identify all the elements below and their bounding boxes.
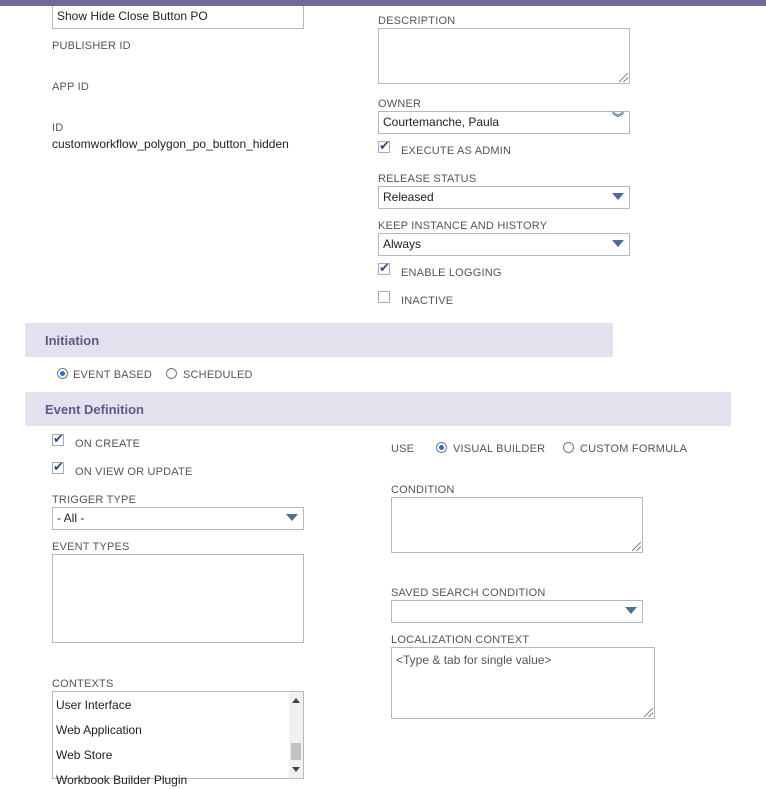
double-chevron-down-icon[interactable]: ︾ — [611, 111, 624, 125]
app-id-label: APP ID — [52, 81, 90, 93]
contexts-listbox[interactable] — [52, 691, 304, 787]
contexts-scrollbar[interactable] — [289, 692, 303, 778]
scheduled-label: SCHEDULED — [183, 369, 253, 381]
scheduled-radio[interactable] — [166, 368, 177, 379]
owner-value: Courtemanche, Paula — [383, 115, 500, 129]
keep-instance-select[interactable] — [378, 233, 630, 256]
inactive-label: INACTIVE — [401, 295, 454, 307]
scrollbar-thumb[interactable] — [291, 743, 301, 760]
on-view-update-label: ON VIEW OR UPDATE — [75, 466, 193, 478]
event-based-label: EVENT BASED — [73, 369, 153, 381]
execute-as-admin-label: EXECUTE AS ADMIN — [401, 145, 512, 157]
custom-formula-radio[interactable] — [563, 442, 574, 453]
release-status-value: Released — [383, 190, 434, 204]
on-create-label: ON CREATE — [75, 438, 141, 450]
dropdown-arrow-icon[interactable] — [625, 607, 637, 614]
resize-grip-icon[interactable] — [619, 73, 628, 82]
inactive-checkbox[interactable] — [378, 291, 390, 303]
dropdown-arrow-icon[interactable] — [612, 240, 624, 247]
resize-grip-icon[interactable] — [644, 708, 653, 717]
owner-select[interactable] — [378, 111, 630, 134]
release-status-label: RELEASE STATUS — [378, 173, 477, 185]
resize-grip-icon[interactable] — [632, 542, 641, 551]
enable-logging-label: ENABLE LOGGING — [401, 267, 502, 279]
on-create-checkbox[interactable] — [52, 434, 64, 446]
keep-instance-value: Always — [383, 237, 422, 251]
on-view-update-checkbox[interactable] — [52, 462, 64, 474]
localization-context-label: LOCALIZATION CONTEXT — [391, 634, 530, 646]
list-item[interactable]: Workbook Builder Plugin — [56, 773, 188, 787]
keep-instance-label: KEEP INSTANCE AND HISTORY — [378, 220, 548, 232]
event-definition-title: Event Definition — [45, 402, 144, 417]
trigger-type-label: TRIGGER TYPE — [52, 494, 137, 506]
localization-context-placeholder: <Type & tab for single value> — [396, 653, 552, 667]
condition-label: CONDITION — [391, 484, 455, 496]
dropdown-arrow-icon[interactable] — [612, 193, 624, 200]
release-status-select[interactable] — [378, 186, 630, 209]
condition-textarea[interactable] — [391, 497, 643, 553]
name-input[interactable] — [52, 6, 304, 29]
scroll-up-icon[interactable] — [292, 698, 300, 703]
list-item[interactable]: User Interface — [56, 698, 132, 712]
list-item[interactable]: Web Application — [56, 723, 142, 737]
saved-search-condition-select[interactable] — [391, 600, 643, 623]
event-types-label: EVENT TYPES — [52, 541, 130, 553]
visual-builder-label: VISUAL BUILDER — [453, 443, 546, 455]
list-item[interactable]: Web Store — [56, 748, 113, 762]
name-input-value: Show Hide Close Button PO — [57, 9, 208, 23]
description-label: DESCRIPTION — [378, 15, 456, 27]
owner-label: OWNER — [378, 98, 422, 110]
execute-as-admin-checkbox[interactable] — [378, 141, 390, 153]
trigger-type-select[interactable] — [52, 507, 304, 530]
event-based-radio[interactable] — [57, 368, 68, 379]
visual-builder-radio[interactable] — [436, 442, 447, 453]
id-value: customworkflow_polygon_po_button_hidden — [52, 137, 289, 151]
enable-logging-checkbox[interactable] — [378, 263, 390, 275]
initiation-section-header[interactable] — [25, 323, 613, 357]
trigger-type-value: - All - — [57, 511, 85, 525]
id-label: ID — [52, 122, 64, 134]
localization-context-textarea[interactable] — [391, 647, 655, 719]
description-textarea[interactable] — [378, 28, 630, 84]
event-definition-section-header[interactable] — [25, 392, 731, 426]
initiation-title: Initiation — [45, 333, 100, 348]
scroll-down-icon[interactable] — [292, 767, 300, 772]
custom-formula-label: CUSTOM FORMULA — [580, 443, 688, 455]
saved-search-condition-label: SAVED SEARCH CONDITION — [391, 587, 546, 599]
dropdown-arrow-icon[interactable] — [286, 514, 298, 521]
contexts-label: CONTEXTS — [52, 678, 114, 690]
use-label: USE — [391, 443, 415, 455]
publisher-id-label: PUBLISHER ID — [52, 40, 131, 52]
event-types-multiselect[interactable] — [52, 554, 304, 643]
